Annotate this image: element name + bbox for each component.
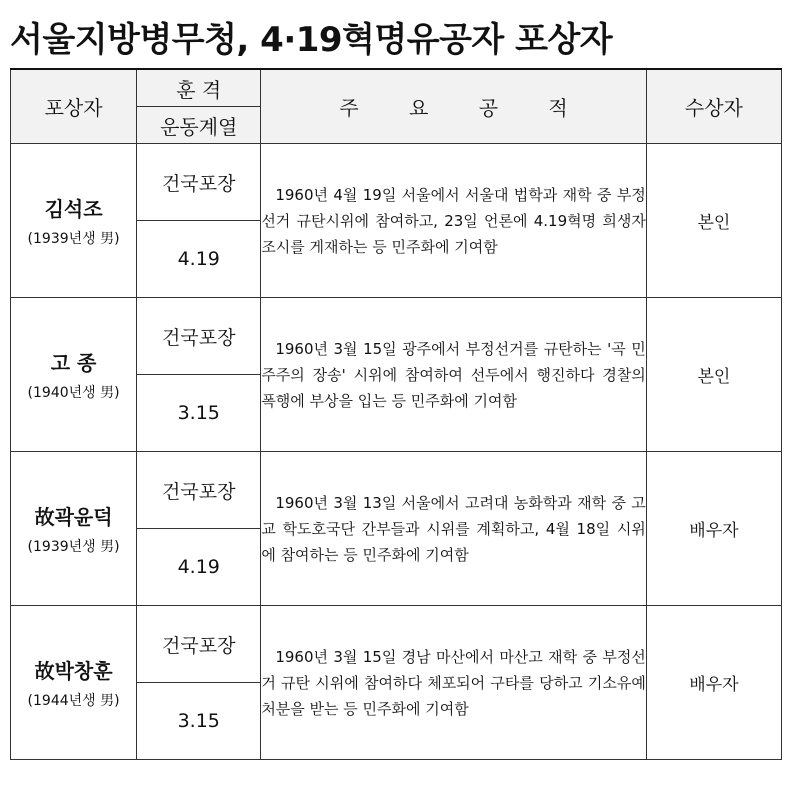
achievement-cell [261,298,647,452]
table-row [11,144,782,221]
award-type: 건국포장 [137,298,261,375]
recipient-name: 故곽윤덕 [34,505,113,529]
header-movement: 운동계열 [137,107,261,144]
recipient-name: 김석조 [44,197,103,221]
receiver-cell: 배우자 [646,452,781,606]
movement-value: 3.15 [137,683,261,760]
header-achievement-label: 주 요 공 적 [339,96,590,120]
header-receiver: 수상자 [646,69,781,144]
receiver-cell: 본인 [646,144,781,298]
award-type: 건국포장 [137,452,261,529]
header-honor: 훈 격 [137,69,261,107]
award-type: 건국포장 [137,144,261,221]
movement-value: 4.19 [137,221,261,298]
receiver-cell: 본인 [646,298,781,452]
recipient-cell [11,606,137,760]
award-type: 건국포장 [137,606,261,683]
achievement-cell [261,144,647,298]
awardees-table [10,68,782,760]
recipient-cell [11,452,137,606]
recipient-birth: (1940년생 男) [27,385,120,401]
receiver-cell: 배우자 [646,606,781,760]
recipient-cell [11,144,137,298]
recipient-birth: (1939년생 男) [27,539,120,555]
recipient-name: 고 종 [50,351,97,375]
recipient-birth: (1939년생 男) [27,231,120,247]
recipient-name: 故박창훈 [34,659,113,683]
achievement-text: 1960년 3월 15일 광주에서 부정선거를 규탄하는 '곡 민주주의 장송' 시위에 참여하여 선두에서 행진하다 경찰의 폭행에 부상을 입는 등 민주화에 기여함 [261,339,646,410]
table-header-row [11,69,782,107]
table-row [11,452,782,529]
achievement-cell [261,452,647,606]
header-recipient: 포상자 [11,69,137,144]
recipient-cell [11,298,137,452]
table-row [11,298,782,375]
table-row [11,606,782,683]
movement-value: 4.19 [137,529,261,606]
achievement-text: 1960년 3월 15일 경남 마산에서 마산고 재학 중 부정선거 규탄 시위에 참여하다 체포되어 구타를 당하고 기소유예 처분을 받는 등 민주화에 기여함 [261,647,646,718]
header-achievement [261,69,647,144]
achievement-text: 1960년 4월 19일 서울에서 서울대 법학과 재학 중 부정선거 규탄시위에 참여하고, 23일 언론에 4.19혁명 희생자 조시를 게재하는 등 민주화에 기여함 [261,185,646,256]
recipient-birth: (1944년생 男) [27,693,120,709]
achievement-cell [261,606,647,760]
movement-value: 3.15 [137,375,261,452]
page-title: 서울지방병무청, 4·19혁명유공자 포상자 [10,20,613,60]
achievement-text: 1960년 3월 13일 서울에서 고려대 농화학과 재학 중 고교 학도호국단 간부들과 시위를 계획하고, 4월 18일 시위에 참여하는 등 민주화에 기여함 [261,493,646,564]
